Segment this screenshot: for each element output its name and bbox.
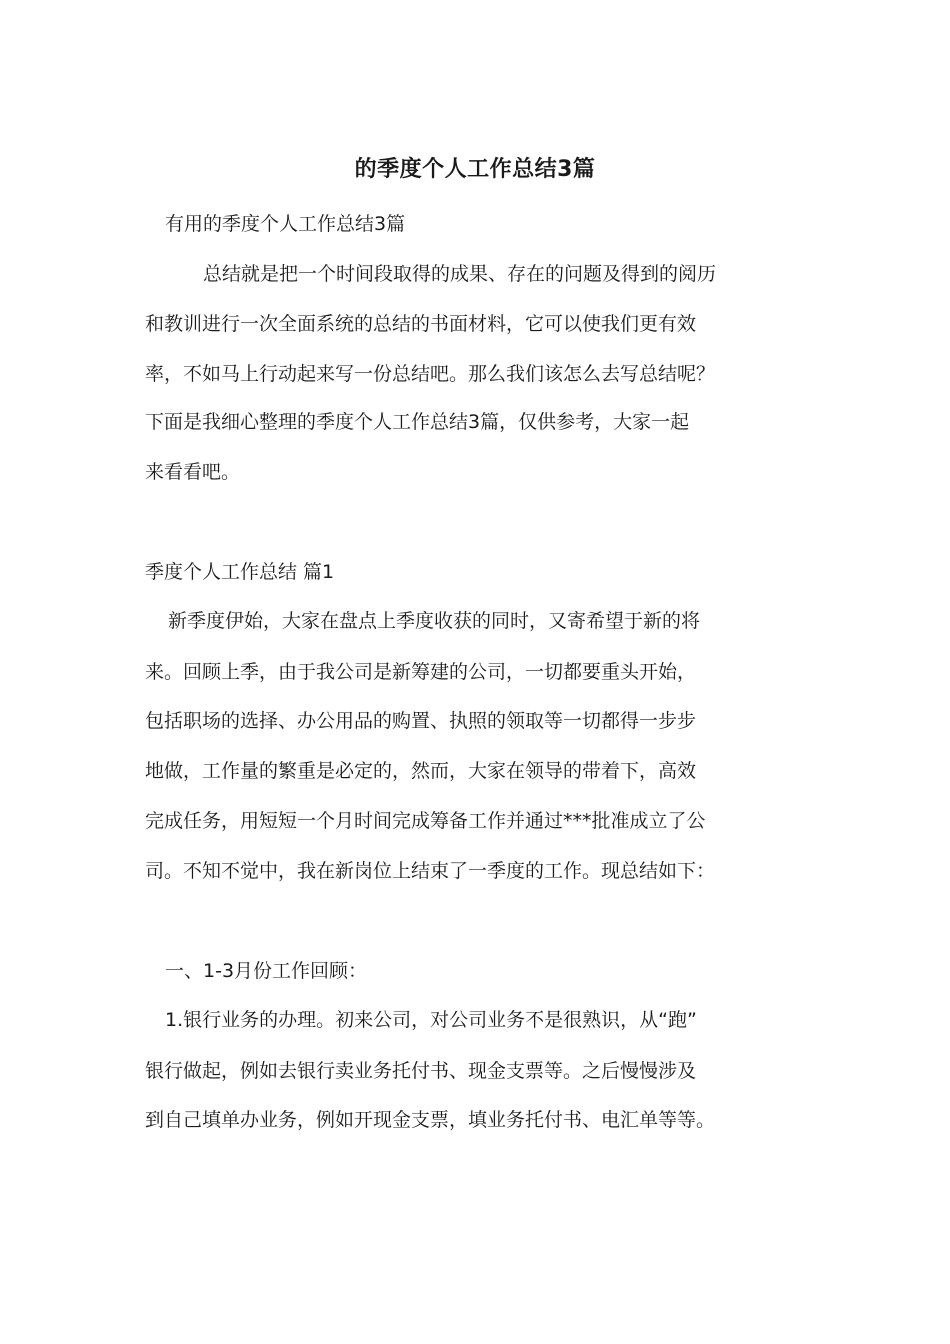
section-heading: 季度个人工作总结 篇1 <box>145 561 335 583</box>
section1-line: 包括职场的选择、办公用品的购置、执照的领取等一切都得一步步 <box>145 710 697 732</box>
item1-line: 1.银行业务的办理。初来公司，对公司业务不是很熟识，从“跑” <box>165 1009 697 1031</box>
intro-line: 下面是我细心整理的季度个人工作总结3篇，仅供参考，大家一起 <box>145 411 690 433</box>
intro-line: 总结就是把一个时间段取得的成果、存在的问题及得到的阅历 <box>203 263 717 285</box>
section1-line: 新季度伊始，大家在盘点上季度收获的同时，又寄希望于新的将 <box>168 610 701 632</box>
intro-line: 和教训进行一次全面系统的总结的书面材料，它可以使我们更有效 <box>145 313 697 335</box>
review-heading: 一、1-3月份工作回顾： <box>165 960 368 982</box>
item1-line: 银行做起，例如去银行卖业务托付书、现金支票等。之后慢慢涉及 <box>145 1060 697 1082</box>
intro-line: 来看看吧。 <box>145 461 241 483</box>
section1-line: 地做，工作量的繁重是必定的，然而，大家在领导的带着下，高效 <box>145 760 697 782</box>
document-title: 的季度个人工作总结3篇 <box>354 157 596 182</box>
section1-line: 来。回顾上季，由于我公司是新筹建的公司，一切都要重头开始， <box>145 661 697 683</box>
section1-line: 完成任务，用短短一个月时间完成筹备工作并通过***批准成立了公 <box>145 810 706 832</box>
intro-line: 率，不如马上行动起来写一份总结吧。那么我们该怎么去写总结呢？ <box>145 363 716 385</box>
item1-line: 到自己填单办业务，例如开现金支票，填业务托付书、电汇单等等。 <box>145 1109 716 1131</box>
section1-line: 司。不知不觉中，我在新岗位上结束了一季度的工作。现总结如下： <box>145 860 716 882</box>
document-subtitle: 有用的季度个人工作总结3篇 <box>165 213 406 235</box>
